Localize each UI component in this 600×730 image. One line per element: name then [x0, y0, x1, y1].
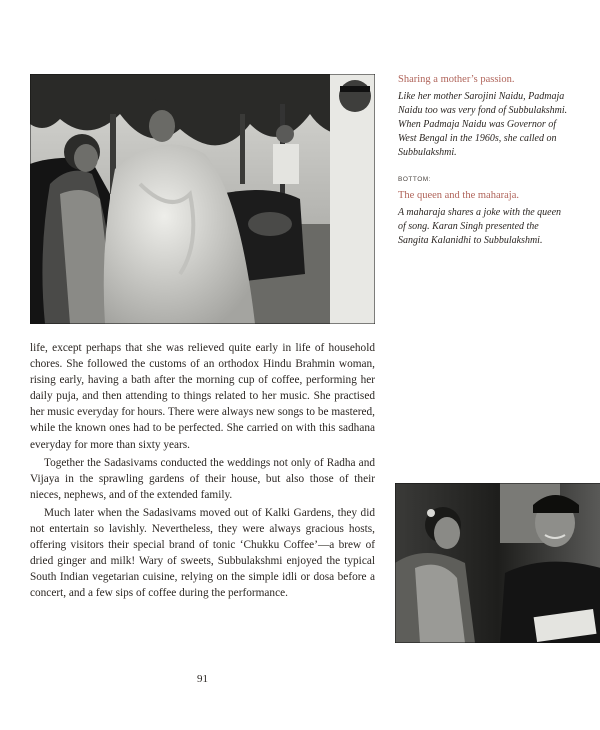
- page-number: 91: [197, 673, 208, 685]
- body-text: [30, 340, 375, 604]
- body-paragraph: Together the Sadasivams conducted the weddings not only of Radha and Vijaya in the sprawling gardens of their house, but also those of their nieces, nephews, and of the extended family.: [30, 456, 375, 501]
- caption-column: [398, 73, 568, 248]
- caption-bottom-body: A maharaja shares a joke with the queen of song. Karan Singh presented the Sangita Kalanidhi to Subbulakshmi.: [398, 207, 562, 246]
- photo-padmaja-naidu-visit: [30, 74, 375, 324]
- caption-bottom-label: BOTTOM:: [398, 176, 431, 183]
- caption-bottom-title: The queen and the maharaja.: [398, 190, 519, 201]
- photo-top-image: [30, 74, 375, 324]
- caption-top-body: Like her mother Sarojini Naidu, Padmaja Naidu too was very fond of Subbulakshmi. When Padmaja Naidu was Governor of West Bengal in the 1960s, she called on Subbulakshmi.: [398, 91, 568, 158]
- body-paragraph: life, except perhaps that she was relieved quite early in life of household chores. She followed the customs of an orthodox Hindu Brahmin woman, rising early, having a bath after the morning cup of coffee, performing her daily puja, and then attending to things related to her music. She practised her music everyday for hours. There were always new songs to be mastered, while the known ones had to be perfected. She carried on with this sadhana everyday for more than sixty years.: [30, 342, 375, 451]
- photo-bottom-image: [395, 483, 600, 643]
- caption-top-title: Sharing a mother’s passion.: [398, 74, 515, 85]
- photo-queen-and-maharaja: [395, 483, 600, 643]
- body-paragraph: Much later when the Sadasivams moved out of Kalki Gardens, they did not entertain so lavishly. Nevertheless, they were always gracious hosts, offering visitors their special brand of tonic ‘Chukku Coffee’—a brew of dried ginger and milk! Wary of sweets, Subbulakshmi enjoyed the typical South Indian vegetarian cuisine, relying on the simple idli or dosa before a concert, and a few sips of coffee during the performance.: [30, 506, 375, 600]
